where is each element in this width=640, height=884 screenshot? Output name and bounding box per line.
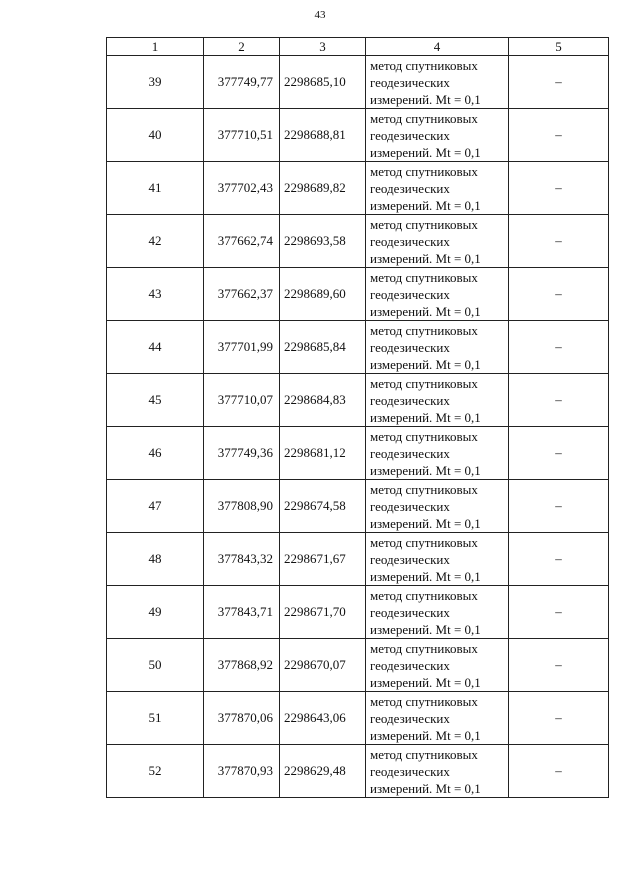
- x-coordinate-cell: 377662,74: [204, 215, 280, 268]
- point-number-cell: 49: [107, 586, 204, 639]
- point-number-cell: 48: [107, 533, 204, 586]
- x-coordinate-cell: 377870,06: [204, 692, 280, 745]
- note-cell: –: [509, 374, 609, 427]
- method-text-line: измерений. Mt = 0,1: [370, 515, 481, 531]
- method-text-line: измерений. Mt = 0,1: [370, 356, 481, 372]
- method-text-line: геодезических: [370, 710, 450, 726]
- header-col-4: 4: [366, 38, 509, 56]
- note-cell: –: [509, 586, 609, 639]
- method-text-line: геодезических: [370, 551, 450, 567]
- y-coordinate-cell: 2298685,84: [280, 321, 366, 374]
- method-text-line: метод спутниковых: [370, 163, 478, 179]
- table-header-row: [107, 38, 609, 56]
- header-col-5: 5: [509, 38, 609, 56]
- x-coordinate-cell: 377808,90: [204, 480, 280, 533]
- table-row: [107, 427, 609, 480]
- y-coordinate-cell: 2298685,10: [280, 56, 366, 109]
- point-number-cell: 52: [107, 745, 204, 798]
- x-coordinate-cell: 377843,71: [204, 586, 280, 639]
- method-cell: [366, 480, 509, 533]
- point-number-cell: 46: [107, 427, 204, 480]
- method-text-line: измерений. Mt = 0,1: [370, 674, 481, 690]
- method-text-line: геодезических: [370, 180, 450, 196]
- x-coordinate-cell: 377701,99: [204, 321, 280, 374]
- y-coordinate-cell: 2298671,67: [280, 533, 366, 586]
- table-row: [107, 215, 609, 268]
- method-cell: [366, 268, 509, 321]
- method-cell: [366, 427, 509, 480]
- point-number-cell: 51: [107, 692, 204, 745]
- y-coordinate-cell: 2298674,58: [280, 480, 366, 533]
- point-number-cell: 41: [107, 162, 204, 215]
- method-cell: [366, 639, 509, 692]
- point-number-cell: 42: [107, 215, 204, 268]
- y-coordinate-cell: 2298688,81: [280, 109, 366, 162]
- x-coordinate-cell: 377710,07: [204, 374, 280, 427]
- point-number-cell: 47: [107, 480, 204, 533]
- method-text-line: измерений. Mt = 0,1: [370, 462, 481, 478]
- method-text-line: метод спутниковых: [370, 375, 478, 391]
- header-col-1: 1: [107, 38, 204, 56]
- point-number-cell: 43: [107, 268, 204, 321]
- table-row: [107, 533, 609, 586]
- y-coordinate-cell: 2298643,06: [280, 692, 366, 745]
- method-text-line: измерений. Mt = 0,1: [370, 91, 481, 107]
- note-cell: –: [509, 321, 609, 374]
- y-coordinate-cell: 2298671,70: [280, 586, 366, 639]
- method-text-line: геодезических: [370, 604, 450, 620]
- method-text-line: геодезических: [370, 339, 450, 355]
- method-cell: [366, 745, 509, 798]
- x-coordinate-cell: 377868,92: [204, 639, 280, 692]
- header-col-2: 2: [204, 38, 280, 56]
- method-cell: [366, 321, 509, 374]
- table-row: [107, 745, 609, 798]
- method-text-line: измерений. Mt = 0,1: [370, 568, 481, 584]
- y-coordinate-cell: 2298629,48: [280, 745, 366, 798]
- note-cell: –: [509, 533, 609, 586]
- y-coordinate-cell: 2298689,60: [280, 268, 366, 321]
- point-number-cell: 40: [107, 109, 204, 162]
- y-coordinate-cell: 2298693,58: [280, 215, 366, 268]
- note-cell: –: [509, 745, 609, 798]
- method-text-line: метод спутниковых: [370, 322, 478, 338]
- table-row: [107, 109, 609, 162]
- method-text-line: метод спутниковых: [370, 534, 478, 550]
- method-text-line: измерений. Mt = 0,1: [370, 780, 481, 796]
- y-coordinate-cell: 2298684,83: [280, 374, 366, 427]
- method-cell: [366, 56, 509, 109]
- x-coordinate-cell: 377749,36: [204, 427, 280, 480]
- table-row: [107, 586, 609, 639]
- y-coordinate-cell: 2298670,07: [280, 639, 366, 692]
- method-text-line: геодезических: [370, 74, 450, 90]
- x-coordinate-cell: 377702,43: [204, 162, 280, 215]
- method-text-line: геодезических: [370, 445, 450, 461]
- method-text-line: геодезических: [370, 286, 450, 302]
- y-coordinate-cell: 2298681,12: [280, 427, 366, 480]
- method-cell: [366, 374, 509, 427]
- method-cell: [366, 162, 509, 215]
- note-cell: –: [509, 639, 609, 692]
- table-row: [107, 56, 609, 109]
- x-coordinate-cell: 377710,51: [204, 109, 280, 162]
- coordinates-table: [106, 37, 609, 798]
- note-cell: –: [509, 480, 609, 533]
- method-text-line: геодезических: [370, 392, 450, 408]
- method-text-line: измерений. Mt = 0,1: [370, 409, 481, 425]
- method-text-line: измерений. Mt = 0,1: [370, 197, 481, 213]
- method-text-line: измерений. Mt = 0,1: [370, 727, 481, 743]
- note-cell: –: [509, 56, 609, 109]
- method-text-line: геодезических: [370, 763, 450, 779]
- method-text-line: метод спутниковых: [370, 481, 478, 497]
- method-cell: [366, 109, 509, 162]
- table-row: [107, 321, 609, 374]
- method-cell: [366, 586, 509, 639]
- method-text-line: метод спутниковых: [370, 216, 478, 232]
- note-cell: –: [509, 427, 609, 480]
- table-row: [107, 374, 609, 427]
- table-row: [107, 692, 609, 745]
- method-text-line: метод спутниковых: [370, 269, 478, 285]
- header-col-3: 3: [280, 38, 366, 56]
- method-text-line: измерений. Mt = 0,1: [370, 303, 481, 319]
- method-text-line: метод спутниковых: [370, 110, 478, 126]
- table-row: [107, 162, 609, 215]
- point-number-cell: 39: [107, 56, 204, 109]
- y-coordinate-cell: 2298689,82: [280, 162, 366, 215]
- method-text-line: геодезических: [370, 233, 450, 249]
- x-coordinate-cell: 377749,77: [204, 56, 280, 109]
- note-cell: –: [509, 162, 609, 215]
- table-body: [107, 56, 609, 798]
- x-coordinate-cell: 377662,37: [204, 268, 280, 321]
- method-text-line: геодезических: [370, 498, 450, 514]
- method-cell: [366, 533, 509, 586]
- point-number-cell: 50: [107, 639, 204, 692]
- note-cell: –: [509, 692, 609, 745]
- method-cell: [366, 215, 509, 268]
- x-coordinate-cell: 377843,32: [204, 533, 280, 586]
- method-text-line: измерений. Mt = 0,1: [370, 144, 481, 160]
- method-text-line: метод спутниковых: [370, 587, 478, 603]
- method-text-line: метод спутниковых: [370, 693, 478, 709]
- note-cell: –: [509, 109, 609, 162]
- method-text-line: геодезических: [370, 657, 450, 673]
- method-cell: [366, 692, 509, 745]
- method-text-line: метод спутниковых: [370, 428, 478, 444]
- x-coordinate-cell: 377870,93: [204, 745, 280, 798]
- note-cell: –: [509, 268, 609, 321]
- method-text-line: метод спутниковых: [370, 746, 478, 762]
- method-text-line: измерений. Mt = 0,1: [370, 250, 481, 266]
- table-row: [107, 480, 609, 533]
- point-number-cell: 45: [107, 374, 204, 427]
- note-cell: –: [509, 215, 609, 268]
- method-text-line: измерений. Mt = 0,1: [370, 621, 481, 637]
- page-number: 43: [314, 9, 326, 21]
- method-text-line: метод спутниковых: [370, 57, 478, 73]
- method-text-line: метод спутниковых: [370, 640, 478, 656]
- table-row: [107, 268, 609, 321]
- point-number-cell: 44: [107, 321, 204, 374]
- table-row: [107, 639, 609, 692]
- method-text-line: геодезических: [370, 127, 450, 143]
